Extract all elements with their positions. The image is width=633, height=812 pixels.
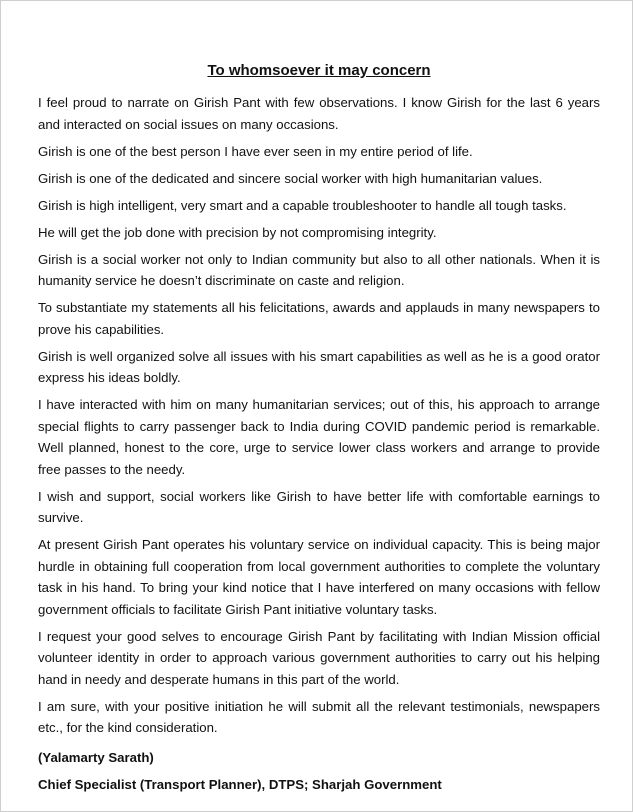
paragraph-13: I am sure, with your positive initiation he will submit all the relevant testimonials, newspapers etc., for the kind consideration.	[38, 698, 600, 735]
paragraph-11: At present Girish Pant operates his voluntary service on individual capacity. This is being major hurdle in obtaining full cooperation from local government authorities to complete the voluntary task in his hand. To bring your kind notice that I have interfered on many occasions with fellow government officials to facilitate Girish Pant initiative voluntary tasks.	[38, 537, 600, 617]
signatory-designation: Chief Specialist (Transport Planner), DTPS; Sharjah Government	[38, 776, 442, 792]
paragraph-10: I wish and support, social workers like Girish to have better life with comfortable earnings to survive.	[38, 488, 600, 525]
paragraph-6: Girish is a social worker not only to Indian community but also to all other nationals. When it is humanity service he doesn’t discriminate on caste and religion.	[38, 251, 600, 288]
paragraph-9: I have interacted with him on many humanitarian services; out of this, his approach to arrange special flights to carry passenger back to India during COVID pandemic period is remarkable. Well planned, honest to the core, urge to service lower class workers and arrange to provide free passes to the needy.	[38, 397, 600, 477]
letter-body	[38, 61, 600, 801]
paragraph-3: Girish is one of the dedicated and sincere social worker with high humanitarian values.	[38, 170, 543, 186]
letter-title: To whomsoever it may concern	[207, 62, 431, 79]
signatory-name: (Yalamarty Sarath)	[38, 749, 154, 765]
paragraph-5: He will get the job done with precision by not compromising integrity.	[38, 224, 437, 240]
paragraph-2: Girish is one of the best person I have ever seen in my entire period of life.	[38, 143, 473, 159]
paragraph-8: Girish is well organized solve all issues with his smart capabilities as well as he is a good orator express his ideas boldly.	[38, 348, 600, 385]
paragraph-4: Girish is high intelligent, very smart and a capable troubleshooter to handle all tough tasks.	[38, 197, 567, 213]
paragraph-1: I feel proud to narrate on Girish Pant with few observations. I know Girish for the last 6 years and interacted on social issues on many occasions.	[38, 95, 600, 132]
paragraph-7: To substantiate my statements all his felicitations, awards and applauds in many newspapers to prove his capabilities.	[38, 300, 600, 337]
paragraph-12: I request your good selves to encourage Girish Pant by facilitating with Indian Mission official volunteer identity in order to approach various government authorities to carry out his helping hand in needy and desperate humans in this part of the world.	[38, 628, 600, 687]
